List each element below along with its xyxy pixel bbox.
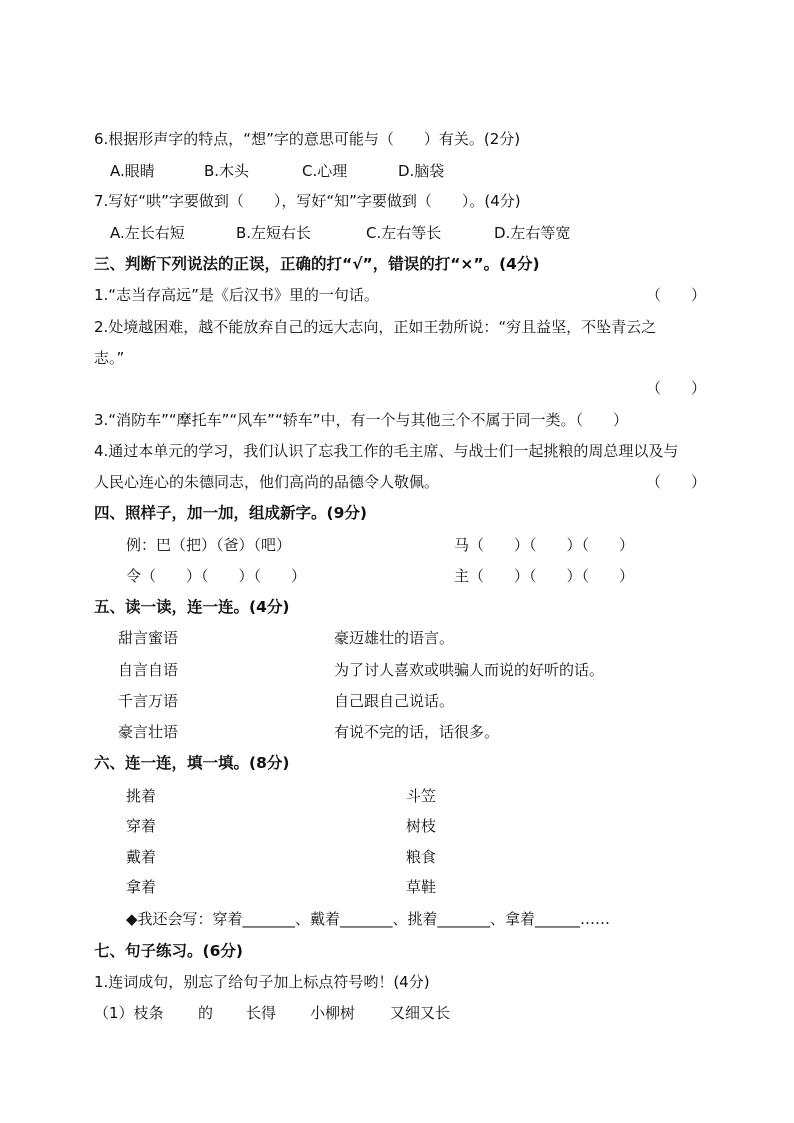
question-7: 7.写好“哄”字要做到（ ），写好“知”字要做到（ ）。(4分) — [94, 192, 521, 210]
word-item: 长得 — [246, 1004, 277, 1022]
option-a: A.眼睛 — [110, 162, 155, 180]
idiom-item: 千言万语 — [118, 692, 179, 710]
char-row-zhu: 主（ ）（ ）（ ） — [454, 567, 635, 585]
option-d: D.左右等宽 — [494, 224, 571, 242]
object-item: 斗笠 — [406, 787, 437, 805]
verb-item: 拿着 — [126, 878, 157, 896]
idiom-item: 自言自语 — [118, 661, 179, 679]
judge-item-4: 4.通过本单元的学习，我们认识了忘我工作的毛主席、与战士们一起挑粮的周总理以及与 — [94, 442, 679, 460]
judge-item-1: 1.“志当存高远”是《后汉书》里的一句话。 — [94, 286, 379, 304]
definition-item: 有说不完的话，话很多。 — [334, 723, 500, 741]
section-6-title: 六、连一连，填一填。(8分) — [94, 754, 290, 772]
judge-item-3: 3.“消防车”“摩托车”“风车”“轿车”中，有一个与其他三个不属于同一类。（ ） — [94, 411, 628, 429]
verb-item: 挑着 — [126, 787, 157, 805]
word-item: 小柳树 — [310, 1004, 356, 1022]
sentence-question-1: 1.连词成句，别忘了给句子加上标点符号哟！(4分) — [94, 973, 430, 991]
judge-item-2: 2.处境越困难，越不能放弃自己的远大志向，正如王勃所说：“穷且益坚，不坠青云之 — [94, 318, 657, 336]
word-item: 又细又长 — [390, 1004, 451, 1022]
section-7-title: 七、句子练习。(6分) — [94, 942, 243, 960]
object-item: 草鞋 — [406, 878, 437, 896]
char-row-ma: 马（ ）（ ）（ ） — [454, 536, 635, 554]
judge-item-4-cont: 人民心连心的朱德同志，他们高尚的品德令人敬佩。 — [94, 473, 440, 491]
section-4-title: 四、照样子，加一加，组成新字。(9分) — [94, 504, 367, 522]
definition-item: 自己跟自己说话。 — [334, 692, 455, 710]
option-b: B.木头 — [204, 162, 250, 180]
option-b: B.左短右长 — [236, 224, 312, 242]
judge-item-4-answer: （ ） — [646, 473, 707, 491]
judge-item-1-answer: （ ） — [646, 286, 707, 304]
option-c: C.左右等长 — [366, 224, 442, 242]
judge-item-2-cont: 志。” — [94, 349, 125, 367]
option-c: C.心理 — [302, 162, 348, 180]
word-item: （1）枝条 — [94, 1004, 164, 1022]
verb-item: 穿着 — [126, 817, 157, 835]
definition-item: 为了讨人喜欢或哄骗人而说的好听的话。 — [334, 661, 605, 679]
definition-item: 豪迈雄壮的语言。 — [334, 629, 455, 647]
example-row: 例：巴（把）（爸）（吧） — [126, 536, 292, 554]
idiom-item: 豪言壮语 — [118, 723, 179, 741]
object-item: 粮食 — [406, 848, 437, 866]
word-item: 的 — [198, 1004, 214, 1022]
object-item: 树枝 — [406, 817, 437, 835]
judge-item-2-answer: （ ） — [646, 379, 707, 397]
section-3-title: 三、判断下列说法的正误，正确的打“√”，错误的打“×”。(4分) — [94, 255, 540, 273]
verb-item: 戴着 — [126, 848, 157, 866]
option-a: A.左长右短 — [110, 224, 185, 242]
char-row-ling: 令（ ）（ ）（ ） — [126, 567, 307, 585]
section-5-title: 五、读一读，连一连。(4分) — [94, 598, 290, 616]
idiom-item: 甜言蜜语 — [118, 629, 179, 647]
option-d: D.脑袋 — [398, 162, 445, 180]
question-6: 6.根据形声字的特点，“想”字的意思可能与（ ）有关。(2分) — [94, 130, 521, 148]
fill-in-row: ◆我还会写：穿着_______、戴着_______、挑着_______、拿着______…… — [126, 910, 611, 928]
